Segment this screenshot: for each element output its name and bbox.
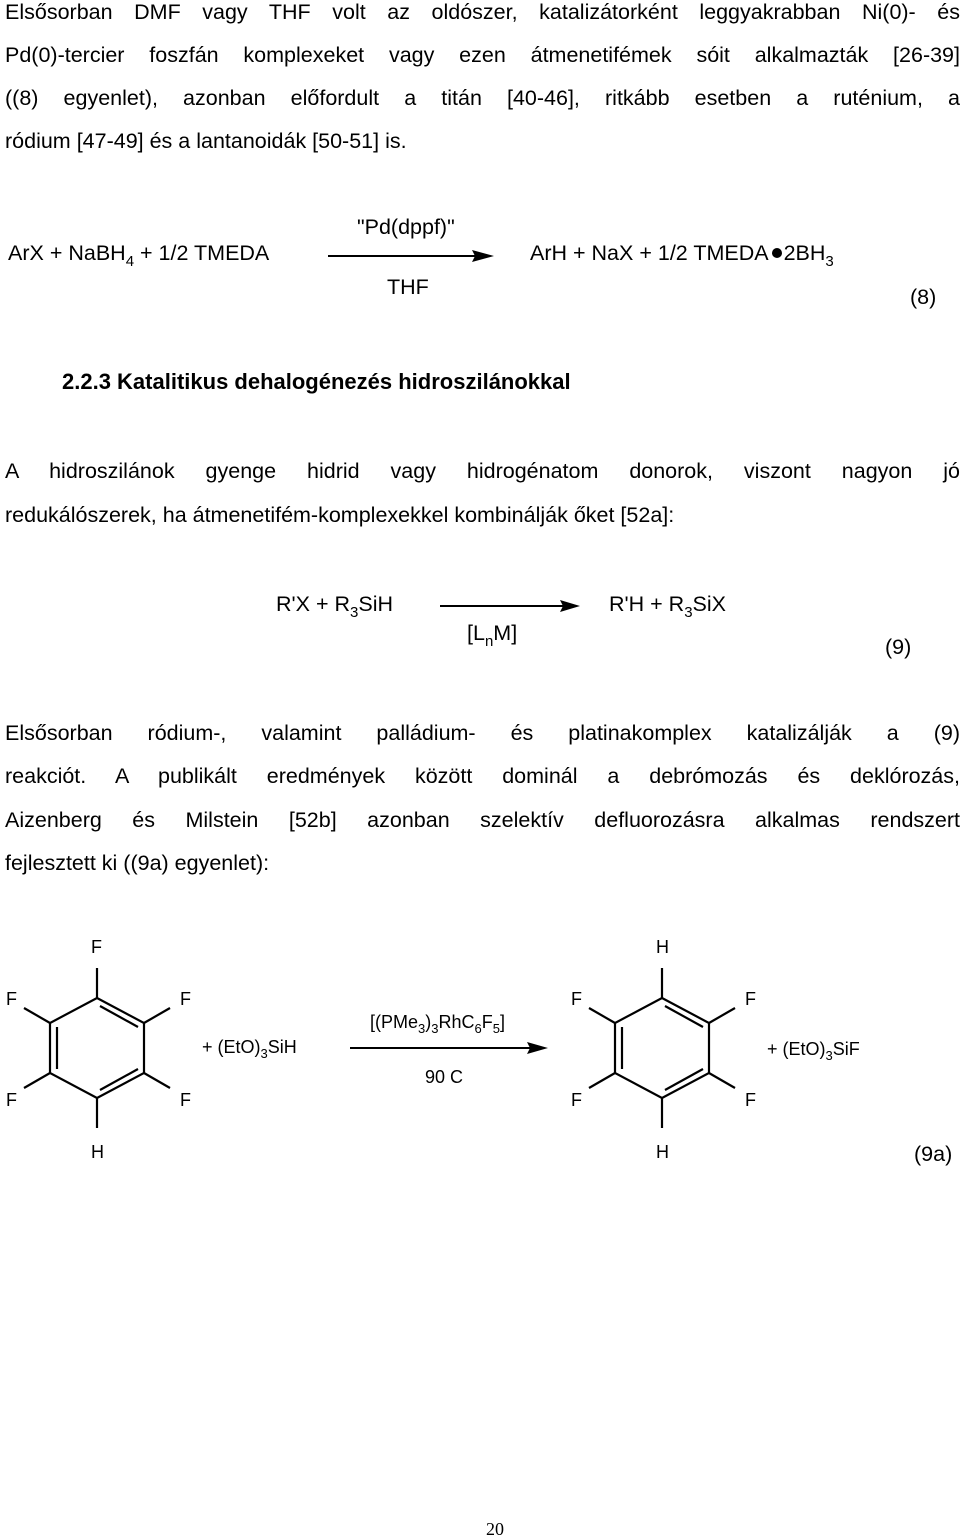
- section-heading: 2.2.3 Katalitikus dehalogénezés hidroszilánokkal: [62, 369, 571, 394]
- atom-label: F: [745, 989, 756, 1009]
- left-benzene-ring: [24, 968, 170, 1128]
- eq9-catalyst: $[L_nM]$: [467, 621, 518, 650]
- atom-label: F: [180, 1090, 191, 1110]
- paragraph-line: Elsősorban DMF vagy THF volt az oldószer, katalizátorként leggyakrabban Ni(0)- és: [5, 0, 960, 24]
- eq9-products: $R'H + R_3SiX$: [609, 592, 726, 621]
- atom-label: F: [180, 989, 191, 1009]
- page-number: 20: [486, 1519, 504, 1539]
- eq9-reactants: $R'X + R_3SiH$: [276, 592, 394, 621]
- eq8-reactants: ArX + NaBH$_4$ + 1/2 TMEDA: [8, 241, 270, 270]
- paragraph-line: ródium [47-49] és a lantanoidák [50-51] is.: [5, 129, 407, 153]
- atom-label: H: [91, 1142, 104, 1162]
- atom-label: F: [571, 989, 582, 1009]
- arrow-head-icon: [527, 1042, 548, 1054]
- atom-label: F: [6, 989, 17, 1009]
- eq9-number: (9): [885, 635, 912, 659]
- atom-label: F: [6, 1090, 17, 1110]
- paragraph-line: A hidroszilánok gyenge hidrid vagy hidrogénatom donorok, viszont nagyon jó: [5, 459, 960, 483]
- paragraph-line: Aizenberg és Milstein [52b] azonban szelektív defluorozásra alkalmas rendszert: [5, 808, 960, 832]
- eq9a-catalyst: $[(PMe_3)_3RhC_6F_5]$: [370, 1012, 505, 1036]
- eq8-solvent: THF: [387, 275, 429, 299]
- paragraph-line: ((8) egyenlet), azonban előfordult a titán [40-46], ritkább esetben a ruténium, a: [5, 86, 960, 110]
- eq8-catalyst: "Pd(dppf)": [357, 215, 455, 239]
- eq9a-reagent: + $(EtO)_3SiH$: [202, 1037, 297, 1061]
- atom-label: F: [91, 937, 102, 957]
- eq9a-conditions: 90 C: [425, 1067, 464, 1087]
- eq9a-byproduct: + $(EtO)_3SiF$: [767, 1039, 860, 1063]
- atom-label: H: [656, 1142, 669, 1162]
- arrow-head-icon: [560, 600, 580, 612]
- paragraph-line: reakciót. A publikált eredmények között dominál a debrómozás és deklórozás,: [5, 764, 960, 788]
- paragraph-line: Pd(0)-tercier foszfán komplexeket vagy ezen átmenetifémek sóit alkalmazták [26-39]: [5, 43, 960, 67]
- right-benzene-ring: [589, 968, 735, 1128]
- eq8-products: ArH + NaX + 1/2 TMEDA $2BH_3$: [530, 241, 834, 270]
- paragraph-line: redukálószerek, ha átmenetifém-komplexekkel kombinálják őket [52a]:: [5, 503, 675, 527]
- atom-label: F: [571, 1090, 582, 1110]
- eq9a-number: (9a): [914, 1142, 953, 1166]
- atom-label: F: [745, 1090, 756, 1110]
- paragraph-line: fejlesztett ki ((9a) egyenlet):: [5, 851, 270, 875]
- paragraph-line: Elsősorban ródium-, valamint palládium- és platinakomplex katalizálják a (9): [5, 721, 960, 745]
- atom-label: H: [656, 937, 669, 957]
- eq8-number: (8): [910, 285, 937, 309]
- arrow-head-icon: [472, 250, 494, 262]
